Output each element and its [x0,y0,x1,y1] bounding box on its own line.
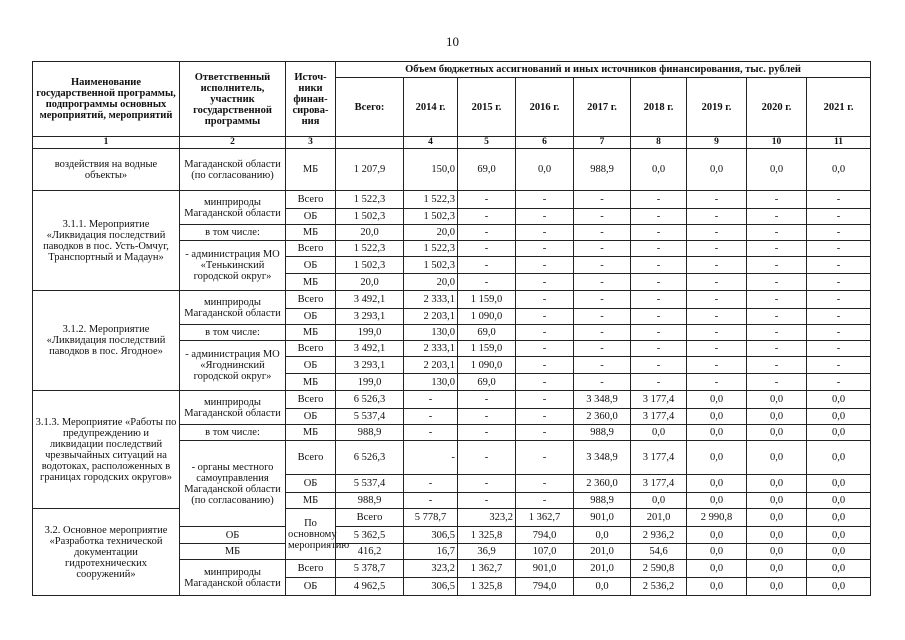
year-value-cell: - [747,225,807,241]
year-value-cell: 69,0 [458,374,516,391]
year-value-cell: - [516,257,574,274]
total-value-cell: 20,0 [336,274,404,291]
executor-cell: - администрация МО «Ягоднинский городской округ» [180,341,286,391]
year-value-cell: - [687,241,747,257]
year-value-cell: - [807,309,871,325]
year-value-cell: - [747,291,807,309]
year-value-cell: - [516,241,574,257]
year-value-cell: - [574,309,631,325]
year-value-cell: - [404,409,458,425]
year-value-cell: 3 177,4 [631,391,687,409]
year-value-cell: 201,0 [631,509,687,527]
year-value-cell: 0,0 [807,578,871,596]
year-value-cell: - [631,209,687,225]
year-value-cell: - [458,391,516,409]
year-value-cell: 1 159,0 [458,341,516,357]
year-value-cell: - [574,209,631,225]
program-name-cell: 3.2. Основное мероприятие «Разработка технической документации гидротехнических сооружений» [33,509,180,596]
executor-cell: По основному мероприятию [286,509,336,560]
program-name-cell: 3.1.1. Мероприятие «Ликвидация последствий паводков в пос. Усть-Омчуг, Транспортный и Мадаун» [33,191,180,291]
header-funding-volume: Объем бюджетных ассигнований и иных источников финансирования, тыс. рублей [336,62,871,78]
year-value-cell: 0,0 [747,475,807,493]
program-name-cell: 3.1.2. Мероприятие «Ликвидация последствий паводков в пос. Ягодное» [33,291,180,391]
year-value-cell: - [574,191,631,209]
year-value-cell: - [747,374,807,391]
year-value-cell: 0,0 [631,149,687,191]
funding-source-cell: Всего [286,441,336,475]
year-value-cell: 3 177,4 [631,409,687,425]
year-value-cell: - [807,257,871,274]
year-value-cell: 3 177,4 [631,441,687,475]
total-value-cell: 1 502,3 [336,209,404,225]
table-row [33,509,871,527]
column-number: 7 [574,137,631,149]
year-value-cell: - [458,274,516,291]
year-value-cell: - [807,191,871,209]
year-value-cell: 0,0 [687,149,747,191]
year-value-cell: 69,0 [458,149,516,191]
year-value-cell: 0,0 [516,149,574,191]
year-value-cell: 1 090,0 [458,309,516,325]
year-value-cell: - [516,425,574,441]
year-value-cell: - [807,209,871,225]
year-value-cell: - [687,191,747,209]
year-value-cell: - [807,274,871,291]
year-value-cell: - [631,291,687,309]
year-value-cell: 0,0 [807,544,871,560]
funding-source-cell: ОБ [286,409,336,425]
year-value-cell: 0,0 [687,391,747,409]
year-value-cell: 69,0 [458,325,516,341]
year-value-cell: - [516,209,574,225]
year-value-cell: 0,0 [807,425,871,441]
year-value-cell: - [574,341,631,357]
executor-cell: минприроды Магаданской области [180,560,286,596]
year-value-cell: 2 536,2 [631,578,687,596]
year-value-cell: - [807,341,871,357]
year-value-cell: - [631,374,687,391]
funding-source-cell: МБ [286,149,336,191]
year-value-cell: - [747,357,807,374]
year-value-cell: - [574,225,631,241]
funding-source-cell: ОБ [180,527,286,544]
year-value-cell: 323,2 [458,509,516,527]
year-value-cell: 1 502,3 [404,257,458,274]
year-value-cell: - [458,225,516,241]
year-value-cell: - [574,357,631,374]
year-value-cell: 2 990,8 [687,509,747,527]
year-value-cell: - [631,325,687,341]
year-value-cell: 0,0 [807,409,871,425]
year-value-cell: - [516,391,574,409]
year-value-cell: 0,0 [747,441,807,475]
column-number: 11 [807,137,871,149]
year-value-cell: - [631,357,687,374]
funding-source-cell: ОБ [286,357,336,374]
total-value-cell: 4 962,5 [336,578,404,596]
year-value-cell: 0,0 [807,493,871,509]
year-value-cell: - [516,357,574,374]
year-value-cell: - [516,341,574,357]
year-value-cell: 0,0 [747,493,807,509]
year-value-cell: 0,0 [687,441,747,475]
year-value-cell: - [516,291,574,309]
year-value-cell: - [747,191,807,209]
year-value-cell: - [747,309,807,325]
executor-cell: - администрация МО «Тенькинский городской округ» [180,241,286,291]
year-value-cell: 0,0 [747,527,807,544]
year-value-cell: 3 348,9 [574,391,631,409]
year-value-cell: 1 502,3 [404,209,458,225]
year-value-cell: 306,5 [404,527,458,544]
table-row [33,191,871,209]
year-value-cell: 54,6 [631,544,687,560]
total-value-cell: 6 526,3 [336,441,404,475]
funding-source-cell: Всего [286,191,336,209]
year-value-cell: - [747,209,807,225]
year-value-cell: - [574,291,631,309]
funding-source-cell: Всего [286,291,336,309]
year-value-cell: 2 333,1 [404,291,458,309]
column-number: 1 [33,137,180,149]
year-value-cell: - [631,341,687,357]
year-value-cell: - [807,241,871,257]
year-value-cell: - [747,341,807,357]
year-value-cell: 0,0 [807,509,871,527]
year-value-cell: - [631,191,687,209]
year-value-cell: - [631,225,687,241]
year-value-cell: - [687,291,747,309]
year-value-cell: 0,0 [807,527,871,544]
year-value-cell: 20,0 [404,274,458,291]
year-value-cell: - [807,357,871,374]
year-value-cell: 988,9 [574,493,631,509]
total-value-cell: 5 362,5 [336,527,404,544]
year-value-cell: 0,0 [687,409,747,425]
year-value-cell: - [516,191,574,209]
total-value-cell: 20,0 [336,225,404,241]
year-value-cell: - [687,357,747,374]
funding-source-cell: Всего [286,241,336,257]
total-value-cell: 416,2 [336,544,404,560]
year-value-cell: - [687,209,747,225]
year-value-cell: - [458,241,516,257]
total-value-cell: 5 537,4 [336,475,404,493]
year-value-cell: - [516,493,574,509]
year-value-cell: - [516,325,574,341]
funding-source-cell: ОБ [286,578,336,596]
executor-cell: Магаданской области (по согласованию) [180,149,286,191]
year-value-cell: - [807,225,871,241]
year-value-cell: 0,0 [574,578,631,596]
column-number: 6 [516,137,574,149]
total-value-cell: 6 526,3 [336,391,404,409]
executor-cell: минприроды Магаданской области [180,191,286,225]
year-value-cell: - [631,241,687,257]
year-value-cell: 901,0 [574,509,631,527]
header-year-2016: 2016 г. [516,78,574,137]
year-value-cell: - [687,374,747,391]
year-value-cell: 901,0 [516,560,574,578]
year-value-cell: 0,0 [747,425,807,441]
funding-source-cell: Всего [286,391,336,409]
year-value-cell: 0,0 [807,441,871,475]
year-value-cell: - [574,257,631,274]
funding-source-cell: МБ [286,225,336,241]
year-value-cell: 0,0 [687,493,747,509]
year-value-cell: 1 362,7 [516,509,574,527]
year-value-cell: 107,0 [516,544,574,560]
year-value-cell: - [516,475,574,493]
funding-source-cell: ОБ [286,309,336,325]
funding-source-cell: ОБ [286,257,336,274]
total-value-cell: 5 778,7 [404,509,458,527]
year-value-cell: - [687,309,747,325]
header-total: Всего: [336,78,404,137]
total-value-cell: 3 492,1 [336,291,404,309]
year-value-cell: - [574,241,631,257]
funding-source-cell: МБ [180,544,286,560]
funding-source-cell: Всего [336,509,404,527]
year-value-cell: - [747,241,807,257]
year-value-cell: 2 203,1 [404,357,458,374]
funding-source-cell: ОБ [286,209,336,225]
year-value-cell: 36,9 [458,544,516,560]
column-number: 9 [687,137,747,149]
year-value-cell: - [807,374,871,391]
year-value-cell: - [687,341,747,357]
year-value-cell: 130,0 [404,325,458,341]
year-value-cell: - [458,257,516,274]
year-value-cell: - [516,374,574,391]
year-value-cell: 0,0 [574,527,631,544]
year-value-cell: 20,0 [404,225,458,241]
year-value-cell: - [458,409,516,425]
year-value-cell: 201,0 [574,544,631,560]
year-value-cell: 1 159,0 [458,291,516,309]
year-value-cell: 988,9 [574,425,631,441]
year-value-cell: - [404,493,458,509]
year-value-cell: - [458,209,516,225]
header-year-2017: 2017 г. [574,78,631,137]
column-number: 2 [180,137,286,149]
year-value-cell: 0,0 [687,475,747,493]
program-name-cell: 3.1.3. Мероприятие «Работы по предупреждению и ликвидации последствий чрезвычайных ситуаций на водотоках, расположенных в границах городских округов» [33,391,180,509]
total-value-cell: 3 293,1 [336,309,404,325]
header-program-name: Наименование государственной программы, подпрограммы основных мероприятий, мероприятий [33,62,180,137]
header-year-2015: 2015 г. [458,78,516,137]
year-value-cell: - [687,274,747,291]
year-value-cell: - [516,441,574,475]
year-value-cell: 0,0 [631,493,687,509]
total-value-cell: 1 207,9 [336,149,404,191]
year-value-cell: - [631,257,687,274]
header-executor: Ответственный исполнитель, участник государственной программы [180,62,286,137]
year-value-cell: 0,0 [631,425,687,441]
year-value-cell: 988,9 [574,149,631,191]
header-year-2014: 2014 г. [404,78,458,137]
year-value-cell: 130,0 [404,374,458,391]
column-number: 4 [404,137,458,149]
year-value-cell: - [516,409,574,425]
year-value-cell: - [747,274,807,291]
year-value-cell: 150,0 [404,149,458,191]
year-value-cell: 16,7 [404,544,458,560]
year-value-cell: - [807,291,871,309]
funding-source-cell: МБ [286,374,336,391]
header-year-2018: 2018 г. [631,78,687,137]
year-value-cell: - [404,425,458,441]
table-body [33,149,871,596]
year-value-cell: 794,0 [516,578,574,596]
year-value-cell: - [574,374,631,391]
year-value-cell: - [574,325,631,341]
year-value-cell: 0,0 [807,149,871,191]
table-row [33,391,871,409]
year-value-cell: 3 177,4 [631,475,687,493]
year-value-cell: 0,0 [807,475,871,493]
year-value-cell: - [687,225,747,241]
year-value-cell: 2 333,1 [404,341,458,357]
year-value-cell: 3 348,9 [574,441,631,475]
header-source: Источ-ники финан-сирова-ния [286,62,336,137]
executor-cell: в том числе: [180,225,286,241]
year-value-cell: - [687,257,747,274]
column-number: 3 [286,137,336,149]
column-number [336,137,404,149]
year-value-cell: 0,0 [747,578,807,596]
year-value-cell: 1 325,8 [458,578,516,596]
year-value-cell: 2 203,1 [404,309,458,325]
year-value-cell: - [458,475,516,493]
program-name-cell: воздействия на водные объекты» [33,149,180,191]
year-value-cell: 1 362,7 [458,560,516,578]
year-value-cell: 201,0 [574,560,631,578]
funding-source-cell: МБ [286,325,336,341]
year-value-cell: 0,0 [687,560,747,578]
total-value-cell: 3 492,1 [336,341,404,357]
funding-source-cell: Всего [286,341,336,357]
column-number: 5 [458,137,516,149]
executor-cell: в том числе: [180,425,286,441]
funding-source-cell: МБ [286,274,336,291]
total-value-cell: 5 378,7 [336,560,404,578]
total-value-cell: 3 293,1 [336,357,404,374]
header-year-2021: 2021 г. [807,78,871,137]
column-number: 8 [631,137,687,149]
year-value-cell: 0,0 [747,149,807,191]
year-value-cell: 0,0 [747,509,807,527]
year-value-cell: 2 360,0 [574,409,631,425]
year-value-cell: 306,5 [404,578,458,596]
year-value-cell: 1 522,3 [404,191,458,209]
year-value-cell: - [687,325,747,341]
header-year-2019: 2019 г. [687,78,747,137]
header-year-2020: 2020 г. [747,78,807,137]
table-row [33,149,871,191]
year-value-cell: 1 522,3 [404,241,458,257]
year-value-cell: - [747,257,807,274]
year-value-cell: - [404,475,458,493]
table-row [33,291,871,309]
year-value-cell: 1 090,0 [458,357,516,374]
year-value-cell: - [631,274,687,291]
year-value-cell: 323,2 [404,560,458,578]
funding-source-cell: МБ [286,425,336,441]
funding-source-cell: Всего [286,560,336,578]
year-value-cell: 0,0 [807,391,871,409]
funding-source-cell: МБ [286,493,336,509]
page-number: 10 [446,34,459,49]
executor-cell: минприроды Магаданской области [180,291,286,325]
year-value-cell: 0,0 [747,391,807,409]
year-value-cell: 2 936,2 [631,527,687,544]
financing-table [32,61,871,596]
year-value-cell: 1 325,8 [458,527,516,544]
year-value-cell: - [404,391,458,409]
year-value-cell: 794,0 [516,527,574,544]
total-value-cell: 199,0 [336,325,404,341]
executor-cell: в том числе: [180,325,286,341]
total-value-cell: 988,9 [336,493,404,509]
column-number: 10 [747,137,807,149]
total-value-cell: 1 522,3 [336,191,404,209]
year-value-cell: 0,0 [687,425,747,441]
year-value-cell: 2 590,8 [631,560,687,578]
total-value-cell: 1 522,3 [336,241,404,257]
year-value-cell: 0,0 [687,527,747,544]
year-value-cell: - [631,309,687,325]
year-value-cell: 2 360,0 [574,475,631,493]
year-value-cell: - [516,309,574,325]
year-value-cell: 0,0 [687,544,747,560]
year-value-cell: 0,0 [807,560,871,578]
year-value-cell: - [747,325,807,341]
year-value-cell: - [516,274,574,291]
year-value-cell: - [458,425,516,441]
funding-source-cell: ОБ [286,475,336,493]
total-value-cell: 5 537,4 [336,409,404,425]
year-value-cell: 0,0 [747,560,807,578]
year-value-cell: 0,0 [747,409,807,425]
total-value-cell: 1 502,3 [336,257,404,274]
column-number-row [33,137,871,149]
executor-cell: - органы местного самоуправления Магаданской области (по согласованию) [180,441,286,527]
total-value-cell: 988,9 [336,425,404,441]
total-value-cell: 199,0 [336,374,404,391]
year-value-cell: - [574,274,631,291]
year-value-cell: - [807,325,871,341]
year-value-cell: 0,0 [747,544,807,560]
year-value-cell: - [404,441,458,475]
year-value-cell: - [458,441,516,475]
year-value-cell: - [458,493,516,509]
executor-cell: минприроды Магаданской области [180,391,286,425]
year-value-cell: - [458,191,516,209]
year-value-cell: 0,0 [687,578,747,596]
year-value-cell: - [516,225,574,241]
